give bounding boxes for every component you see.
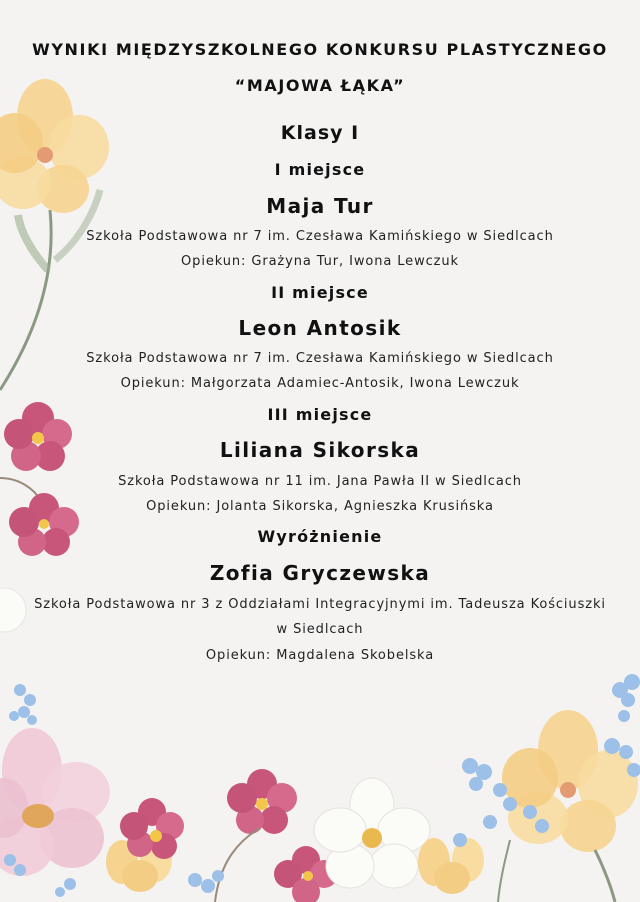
place-heading: Wyróżnienie bbox=[257, 527, 383, 546]
forget-me-not-icon bbox=[453, 674, 640, 847]
school-line: Szkoła Podstawowa nr 7 im. Czesława Kamińskiego w Siedlcach bbox=[86, 229, 554, 244]
winner-name: Liliana Sikorska bbox=[219, 438, 421, 462]
school-line: Szkoła Podstawowa nr 3 z Oddziałami Integracyjnymi im. Tadeusza Kościuszki bbox=[34, 597, 606, 612]
guardian-line: Opiekun: Magdalena Skobelska bbox=[205, 648, 435, 663]
school-line-continued: w Siedlcach bbox=[276, 622, 364, 637]
place-heading: III miejsce bbox=[267, 405, 373, 424]
school-line: Szkoła Podstawowa nr 7 im. Czesława Kamińskiego w Siedlcach bbox=[86, 351, 554, 366]
winner-name: Leon Antosik bbox=[238, 316, 402, 340]
place-heading: I miejsce bbox=[274, 160, 366, 179]
winner-name: Zofia Gryczewska bbox=[209, 561, 431, 585]
pink-cosmos-icon bbox=[0, 728, 110, 876]
winner-name: Maja Tur bbox=[266, 194, 374, 218]
pink-flower-icon bbox=[274, 846, 338, 902]
place-heading: II miejsce bbox=[271, 283, 369, 302]
forget-me-not-icon bbox=[4, 854, 224, 897]
school-line: Szkoła Podstawowa nr 11 im. Jana Pawła II w Siedlcach bbox=[118, 474, 522, 489]
white-daisy-icon bbox=[314, 778, 430, 888]
class-heading: Klasy I bbox=[280, 122, 360, 144]
document-title-line-1: WYNIKI MIĘDZYSZKOLNEGO KONKURSU PLASTYCZNEGO bbox=[32, 40, 608, 59]
pink-flower-icon bbox=[227, 769, 297, 834]
guardian-line: Opiekun: Grażyna Tur, Iwona Lewczuk bbox=[181, 254, 459, 269]
yellow-flower-icon bbox=[0, 79, 109, 213]
guardian-line: Opiekun: Małgorzata Adamiec-Antosik, Iwona Lewczuk bbox=[120, 376, 520, 391]
yellow-flower-icon bbox=[106, 838, 172, 892]
guardian-line: Opiekun: Jolanta Sikorska, Agnieszka Krusińska bbox=[146, 499, 494, 514]
pink-flower-icon bbox=[120, 798, 184, 859]
yellow-flower-icon bbox=[502, 710, 638, 852]
forget-me-not-icon bbox=[9, 684, 37, 725]
yellow-flower-icon bbox=[418, 838, 484, 894]
document-title-line-2: “MAJOWA ŁĄKA” bbox=[234, 76, 406, 95]
